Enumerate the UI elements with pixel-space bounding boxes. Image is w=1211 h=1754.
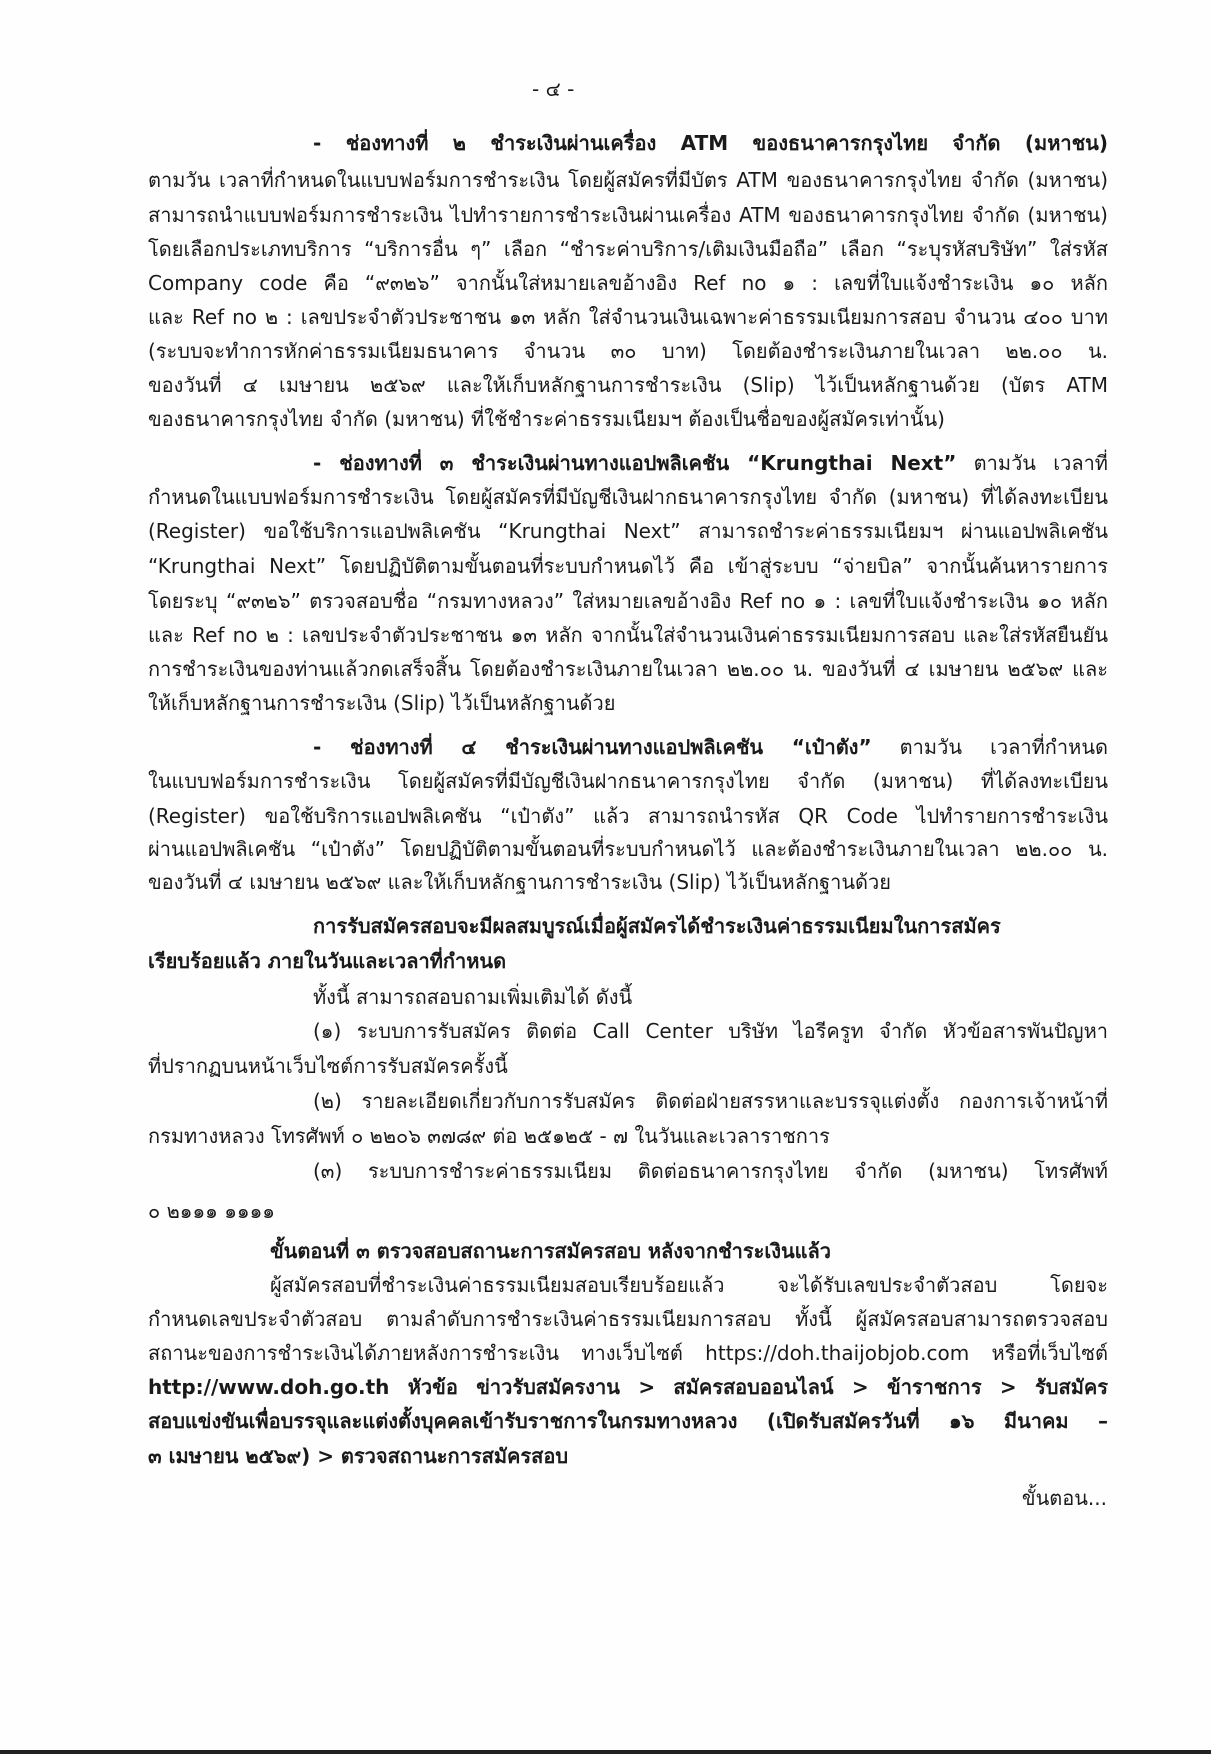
- text-line: [148, 482, 1108, 512]
- text: ของธนาคารกรุงไทย จำกัด (มหาชน) ที่ใช้ชำระค่าธรรมเนียมฯ ต้องเป็นชื่อของผู้สมัครเท่านั้น): [148, 407, 945, 431]
- text: และ Ref no ๒ : เลขประจำตัวประชาชน ๑๓ หลัก จากนั้นใส่จำนวนเงินค่าธรรมเนียมการสอบ และใส่รหัสยืนยัน: [148, 623, 1108, 647]
- text-line: [313, 982, 1108, 1012]
- text: ที่ปรากฏบนหน้าเว็บไซต์การรับสมัครครั้งนี้: [148, 1054, 508, 1078]
- text: ตามวัน เวลาที่: [956, 451, 1108, 475]
- text-line: [313, 911, 1108, 941]
- text: (ระบบจะทำการหักค่าธรรมเนียมธนาคาร จำนวน ๓๐ บาท) โดยต้องชำระเงินภายในเวลา ๒๒.๐๐ น.: [148, 339, 1108, 363]
- text-line: [148, 404, 1108, 434]
- text-line: [313, 1156, 1108, 1186]
- text-line: [1022, 1483, 1107, 1513]
- scan-edge: [0, 1750, 1211, 1754]
- text: สามารถนำแบบฟอร์มการชำระเงิน ไปทำรายการชำระเงินผ่านเครื่อง ATM ของธนาคารกรุงไทย จำกัด (มหาชน): [148, 203, 1108, 227]
- text-line: [148, 200, 1108, 230]
- text-line: [148, 302, 1108, 332]
- text-line: [148, 1372, 1108, 1402]
- bold-text: http://www.doh.go.th หัวข้อ ข่าวรับสมัครงาน > สมัครสอบออนไลน์ > ข้าราชการ > รับสมัคร: [148, 1375, 1108, 1399]
- text-line: [148, 586, 1108, 616]
- text-line: [313, 732, 1108, 762]
- text-line: [148, 516, 1108, 546]
- text: ตามวัน เวลาที่กำหนด: [871, 735, 1108, 759]
- text-line: [148, 688, 1108, 718]
- text-line: [148, 1304, 1108, 1334]
- text: ผ่านแอปพลิเคชัน “เป๋าตัง” โดยปฏิบัติตามขั้นตอนที่ระบบกำหนดไว้ และต้องชำระเงินภายในเวลา ๒๒.๐๐ น.: [148, 837, 1108, 861]
- text: (๑) ระบบการรับสมัคร ติดต่อ Call Center บริษัท ไอรีครูท จำกัด หัวข้อสารพันปัญหา: [313, 1019, 1108, 1043]
- text: โดยเลือกประเภทบริการ “บริการอื่น ๆ” เลือก “ชำระค่าบริการ/เติมเงินมือถือ” เลือก “ระบุรหัสบริษัท” ใส่รหัส: [148, 237, 1108, 261]
- text: ให้เก็บหลักฐานการชำระเงิน (Slip) ไว้เป็นหลักฐานด้วย: [148, 691, 616, 715]
- text-line: [270, 1236, 1108, 1266]
- text-line: [148, 1406, 1108, 1436]
- text: กำหนดเลขประจำตัวสอบ ตามลำดับการชำระเงินค่าธรรมเนียมการสอบ ทั้งนี้ ผู้สมัครสอบสามารถตรวจสอบ: [148, 1307, 1108, 1331]
- text-line: [313, 128, 1108, 158]
- text: ผู้สมัครสอบที่ชำระเงินค่าธรรมเนียมสอบเรียบร้อยแล้ว จะได้รับเลขประจำตัวสอบ โดยจะ: [270, 1273, 1108, 1297]
- text-line: [148, 801, 1108, 831]
- text: ในแบบฟอร์มการชำระเงิน โดยผู้สมัครที่มีบัญชีเงินฝากธนาคารกรุงไทย จำกัด (มหาชน) ที่ได้ลงทะเบียน: [148, 769, 1108, 793]
- text: ของวันที่ ๔ เมษายน ๒๕๖๙ และให้เก็บหลักฐานการชำระเงิน (Slip) ไว้เป็นหลักฐานด้วย: [148, 870, 891, 894]
- text-line: [148, 1441, 1108, 1471]
- text-line: [148, 1051, 1108, 1081]
- text: ขั้นตอน...: [1021, 1486, 1107, 1510]
- text-line: [148, 867, 1108, 897]
- text-line: [313, 448, 1108, 478]
- text: กรมทางหลวง โทรศัพท์ ๐ ๒๒๐๖ ๓๗๘๙ ต่อ ๒๕๑๒๕ - ๗ ในวันและเวลาราชการ: [148, 1124, 830, 1148]
- text: สถานะของการชำระเงินได้ภายหลังการชำระเงิน ทางเว็บไซต์ https://doh.thaijobjob.com หรือที่เว็บไซต์: [148, 1341, 1108, 1365]
- bold-text: การรับสมัครสอบจะมีผลสมบูรณ์เมื่อผู้สมัครได้ชำระเงินค่าธรรมเนียมในการสมัคร: [313, 914, 1001, 938]
- text: “Krungthai Next” โดยปฏิบัติตามขั้นตอนที่ระบบกำหนดไว้ คือ เข้าสู่ระบบ “จ่ายบิล” จากนั้นค้นหารายการ: [148, 554, 1108, 578]
- text: (๒) รายละเอียดเกี่ยวกับการรับสมัคร ติดต่อฝ่ายสรรหาและบรรจุแต่งตั้ง กองการเจ้าหน้าที่: [313, 1089, 1108, 1113]
- text-line: [148, 946, 1108, 976]
- bold-text: - ช่องทางที่ ๓ ชำระเงินผ่านทางแอปพลิเคชัน “Krungthai Next”: [313, 451, 957, 475]
- bold-text: ๓ เมษายน ๒๕๖๙) > ตรวจสถานะการสมัครสอบ: [148, 1444, 569, 1468]
- text: ทั้งนี้ สามารถสอบถามเพิ่มเติมได้ ดังนี้: [313, 985, 633, 1009]
- text-line: [148, 165, 1108, 195]
- bold-text: เรียบร้อยแล้ว ภายในวันและเวลาที่กำหนด: [148, 949, 507, 973]
- text-line: [313, 1086, 1108, 1116]
- text-line: [148, 834, 1108, 864]
- text-line: [148, 551, 1108, 581]
- text-line: [313, 1016, 1108, 1046]
- text: (Register) ขอใช้บริการแอปพลิเคชัน “Krungthai Next” สามารถชำระค่าธรรมเนียมฯ ผ่านแอปพลิเคชัน: [148, 519, 1108, 543]
- bold-text: - ช่องทางที่ ๔ ชำระเงินผ่านทางแอปพลิเคชัน “เป๋าตัง”: [313, 735, 872, 759]
- text-line: [148, 620, 1108, 650]
- text-line: [148, 370, 1108, 400]
- text: (๓) ระบบการชำระค่าธรรมเนียม ติดต่อธนาคารกรุงไทย จำกัด (มหาชน) โทรศัพท์: [313, 1159, 1108, 1183]
- text: ตามวัน เวลาที่กำหนดในแบบฟอร์มการชำระเงิน โดยผู้สมัครที่มีบัตร ATM ของธนาคารกรุงไทย จำกัด (มหาชน): [148, 168, 1108, 192]
- bold-text: ขั้นตอนที่ ๓ ตรวจสอบสถานะการสมัครสอบ หลังจากชำระเงินแล้ว: [270, 1239, 832, 1263]
- text-line: [148, 268, 1108, 298]
- text: Company code คือ “๙๓๒๖” จากนั้นใส่หมายเลขอ้างอิง Ref no ๑ : เลขที่ใบแจ้งชำระเงิน ๑๐ หลัก: [148, 271, 1108, 295]
- bold-text: - ช่องทางที่ ๒ ชำระเงินผ่านเครื่อง ATM ของธนาคารกรุงไทย จำกัด (มหาชน): [313, 131, 1108, 155]
- text: ๐ ๒๑๑๑ ๑๑๑๑: [148, 1199, 275, 1223]
- page-number: - ๔ -: [532, 77, 575, 101]
- text: ของวันที่ ๔ เมษายน ๒๕๖๙ และให้เก็บหลักฐานการชำระเงิน (Slip) ไว้เป็นหลักฐานด้วย (บัตร ATM: [148, 373, 1108, 397]
- text: โดยระบุ “๙๓๒๖” ตรวจสอบชื่อ “กรมทางหลวง” ใส่หมายเลขอ้างอิง Ref no ๑ : เลขที่ใบแจ้งชำระเงิน ๑๐ หลัก: [148, 589, 1108, 613]
- text-line: [270, 1270, 1108, 1300]
- bold-text: สอบแข่งขันเพื่อบรรจุและแต่งตั้งบุคคลเข้ารับราชการในกรมทางหลวง (เปิดรับสมัครวันที่ ๑๖ มีนาคม –: [148, 1409, 1108, 1433]
- text-line: [148, 1196, 1108, 1226]
- text-line: [148, 234, 1108, 264]
- text-line: [148, 1338, 1108, 1368]
- text: กำหนดในแบบฟอร์มการชำระเงิน โดยผู้สมัครที่มีบัญชีเงินฝากธนาคารกรุงไทย จำกัด (มหาชน) ที่ได้ลงทะเบียน: [148, 485, 1108, 509]
- text-line: [148, 766, 1108, 796]
- text: การชำระเงินของท่านแล้วกดเสร็จสิ้น โดยต้องชำระเงินภายในเวลา ๒๒.๐๐ น. ของวันที่ ๔ เมษายน ๒๕๖๙ และ: [148, 657, 1108, 681]
- text-line: [148, 654, 1108, 684]
- text-line: [148, 1121, 1108, 1151]
- text-line: [148, 336, 1108, 366]
- text: และ Ref no ๒ : เลขประจำตัวประชาชน ๑๓ หลัก ใส่จำนวนเงินเฉพาะค่าธรรมเนียมการสอบ จำนวน ๔๐๐ บาท: [148, 305, 1108, 329]
- text: (Register) ขอใช้บริการแอปพลิเคชัน “เป๋าตัง” แล้ว สามารถนำรหัส QR Code ไปทำรายการชำระเงิน: [148, 804, 1108, 828]
